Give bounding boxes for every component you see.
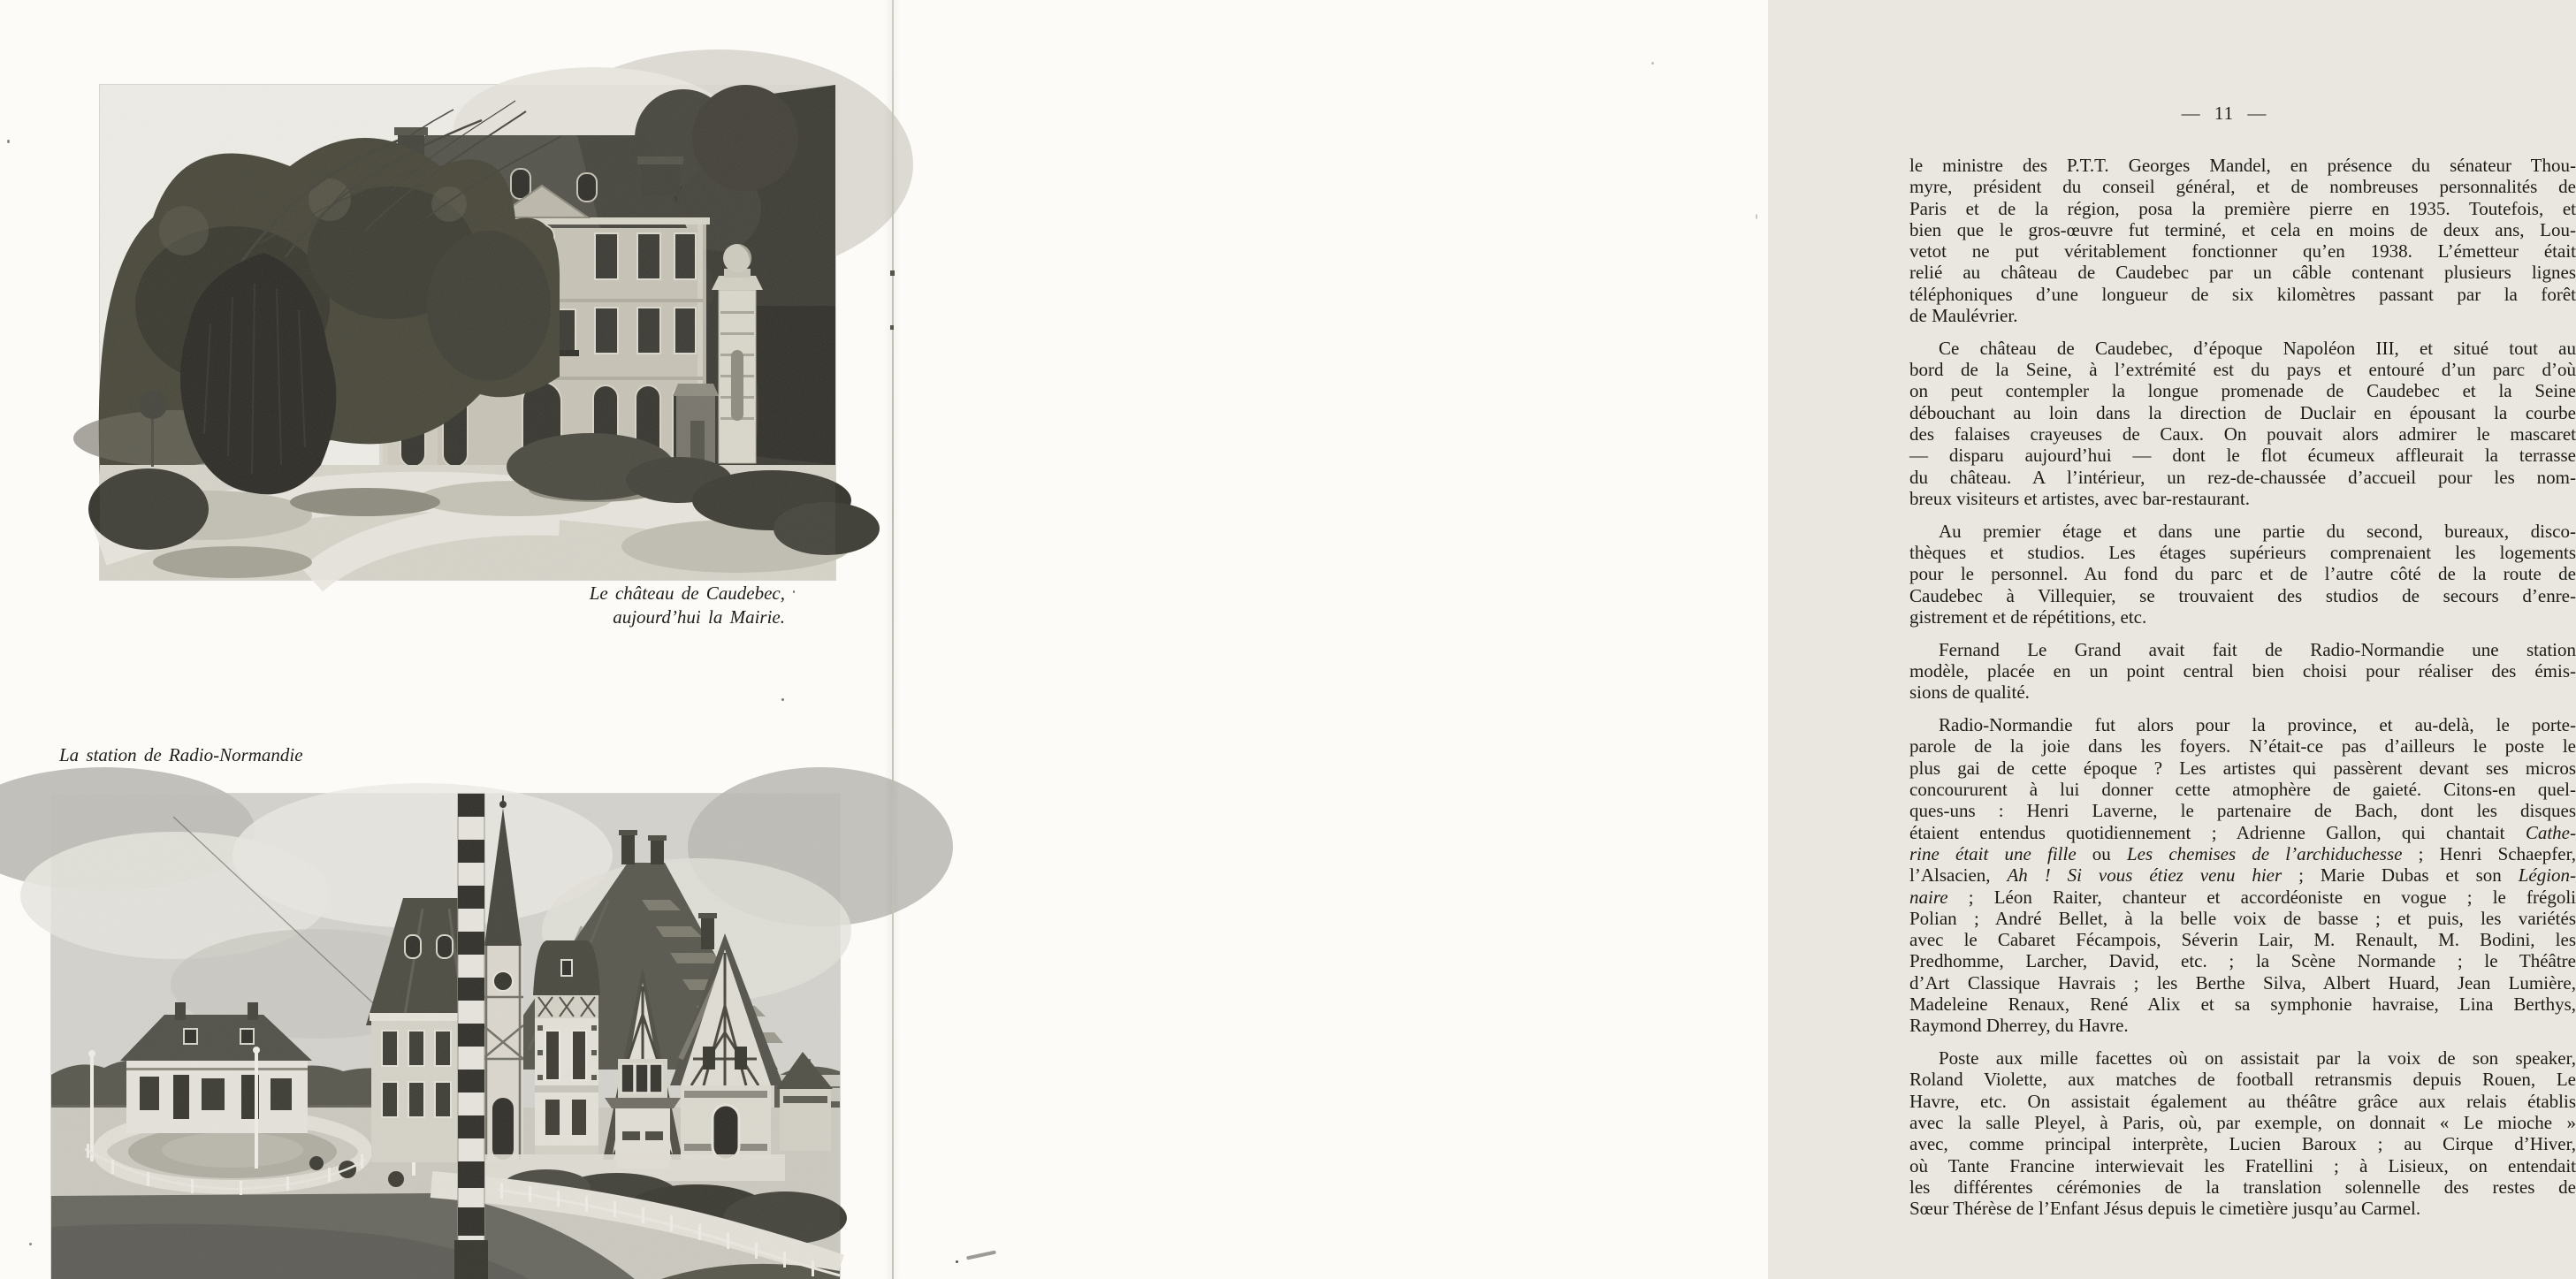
text-line: concoururent à lui donner cette atmophère de gaieté. Citons-en quel- — [1909, 779, 2576, 801]
text-line: relié au château de Caudebec par un câble contenant plusieurs lignes — [1909, 262, 2576, 284]
photo-chateau-svg — [100, 85, 835, 580]
photo-caption-chateau — [493, 582, 785, 629]
scan-speck — [956, 1260, 958, 1263]
text-line: sions de qualité. — [1909, 681, 2030, 704]
text-line: breux visiteurs et artistes, avec bar-restaurant. — [1909, 487, 2251, 509]
paragraph — [1909, 714, 2576, 1036]
text-line: Fernand Le Grand avait fait de Radio-Normandie une station — [1939, 638, 2576, 660]
text-line: bord de la Seine, à l’extrémité est du pays et entouré d’un parc d’où — [1909, 359, 2576, 381]
text-line: téléphoniques d’une longueur de six kilomètres passant par la forêt — [1909, 283, 2576, 305]
text-line: avec la salle Pleyel, à Paris, où, par exemple, on donnait « Le mioche » — [1909, 1111, 2576, 1133]
text-line: Raymond Dherrey, du Havre. — [1909, 1015, 2129, 1037]
text-line: l’Alsacien, Ah ! Si vous étiez venu hier ; Marie Dubas et son Légion- — [1909, 864, 2576, 887]
text-line: avec le Cabaret Fécampois, Séverin Lair, M. Renault, M. Bodini, les — [1909, 929, 2576, 951]
text-line: des falaises crayeuses de Caux. On pouvait alors admirer le mascaret — [1909, 423, 2576, 445]
text-line: Paris et de la région, posa la première pierre en 1935. Toutefois, et — [1909, 197, 2576, 219]
text-line: Predhomme, Larcher, David, etc. ; la Scène Normande ; le Théâtre — [1909, 950, 2576, 972]
text-line: thèques et studios. Les étages supérieurs comprenaient les logements — [1909, 542, 2576, 564]
scan-speck — [793, 590, 795, 593]
text-line: d’Art Classique Havrais ; les Berthe Silva, Albert Huard, Jean Lumière, — [1909, 971, 2576, 994]
text-line: Polian ; André Bellet, à la belle voix de basse ; et puis, les variétés — [1909, 907, 2576, 929]
text-line: Radio-Normandie fut alors pour la province, et au-delà, le porte- — [1939, 714, 2576, 736]
photo-grain — [51, 794, 840, 1279]
text-line: gistrement et de répétitions, etc. — [1909, 605, 2147, 628]
scan-speck — [1651, 62, 1654, 65]
text-line: le ministre des P.T.T. Georges Mandel, en présence du sénateur Thou- — [1909, 155, 2576, 176]
scan-speck — [1756, 214, 1757, 219]
binding-tick — [890, 325, 894, 330]
photo-chateau-caudebec — [100, 85, 835, 580]
text-line: où Tante Francine interwievait les Fratellini ; à Lisieux, on entendait — [1909, 1154, 2576, 1176]
photo-station-svg — [51, 794, 840, 1279]
text-line: Ce château de Caudebec, d’époque Napoléon III, et situé tout au — [1939, 337, 2576, 359]
text-line: plus gai de cette époque ? Les artistes qui passèrent devant ses micros — [1909, 757, 2576, 779]
body-text — [1909, 155, 2576, 1230]
binding-line — [892, 0, 894, 1279]
right-page — [898, 0, 2576, 1279]
binding-tick — [890, 270, 895, 276]
text-line: étaient entendus quotidiennement ; Adrienne Gallon, qui chantait Cathe- — [1909, 821, 2576, 843]
left-page — [0, 0, 891, 1279]
text-line: parole de la joie dans les foyers. N’était-ce pas d’ailleurs le poste le — [1909, 735, 2576, 758]
paragraph — [1909, 1047, 2576, 1219]
paragraph — [1909, 155, 2576, 326]
text-line: Madeleine Renaux, René Alix et sa symphonie havraise, Lina Berthys, — [1909, 993, 2576, 1015]
paragraph — [1909, 639, 2576, 704]
scan-speck — [29, 1243, 32, 1245]
paragraph — [1909, 521, 2576, 628]
text-line: vetot ne put véritablement fonctionner qu’en 1938. L’émetteur était — [1909, 240, 2576, 263]
caption-line: aujourd’hui la Mairie. — [613, 606, 785, 628]
text-line: de Maulévrier. — [1909, 305, 2018, 327]
text-line: — disparu aujourd’hui — dont le flot écumeux affleurait la terrasse — [1909, 445, 2576, 467]
text-line: Havre, etc. On assistait également au théâtre grâce aux relais établis — [1909, 1090, 2576, 1112]
text-line: les différentes cérémonies de la translation solennelle des restes de — [1909, 1176, 2576, 1198]
text-line: naire ; Léon Raiter, chanteur et accordéoniste en vogue ; le frégoli — [1909, 886, 2576, 908]
scan-speck — [781, 698, 784, 701]
photo-grain — [100, 85, 835, 580]
text-line: Caudebec à Villequier, se trouvaient des studios de secours d’enre- — [1909, 584, 2576, 606]
paragraph — [1909, 338, 2576, 509]
text-line: myre, président du conseil général, et de nombreuses personnalités de — [1909, 176, 2576, 198]
text-line: bien que le gros-œuvre fut terminé, et cela en moins de deux ans, Lou- — [1909, 218, 2576, 240]
text-line: Poste aux mille facettes où on assistait par la voix de son speaker, — [1939, 1047, 2576, 1070]
text-line: modèle, placée en un point central bien choisi pour réaliser des émis- — [1909, 660, 2576, 682]
text-line: rine était une fille ou Les chemises de l’archiduchesse ; Henri Schaepfer, — [1909, 842, 2576, 864]
text-line: Au premier étage et dans une partie du second, bureaux, disco- — [1939, 520, 2576, 542]
photo-station-louvetot — [51, 794, 840, 1279]
page-number: — 11 — — [2181, 103, 2267, 124]
text-line: pour le personnel. Au fond du parc et de l’autre côté de la route de — [1909, 563, 2576, 585]
text-line: débouchant au loin dans la direction de Duclair en épousant la courbe — [1909, 401, 2576, 423]
text-line: ques-uns : Henri Laverne, le partenaire de Bach, dont les disques — [1909, 800, 2576, 822]
text-line: Sœur Thérèse de l’Enfant Jésus depuis le cimetière jusqu’au Carmel. — [1909, 1198, 2421, 1220]
text-line: on peut contempler la longue promenade de Caudebec et la Seine — [1909, 380, 2576, 402]
caption-line: La station de Radio-Normandie — [59, 744, 303, 765]
caption-line: Le château de Caudebec, — [589, 582, 785, 604]
text-line: du château. A l’intérieur, un rez-de-chaussée d’accueil pour les nom- — [1909, 466, 2576, 488]
text-line: avec, comme principal interprète, Lucien Baroux ; au Cirque d’Hiver, — [1909, 1133, 2576, 1155]
text-line: Roland Violette, aux matches de football retransmis depuis Rouen, Le — [1909, 1069, 2576, 1091]
scan-speck — [7, 140, 10, 143]
